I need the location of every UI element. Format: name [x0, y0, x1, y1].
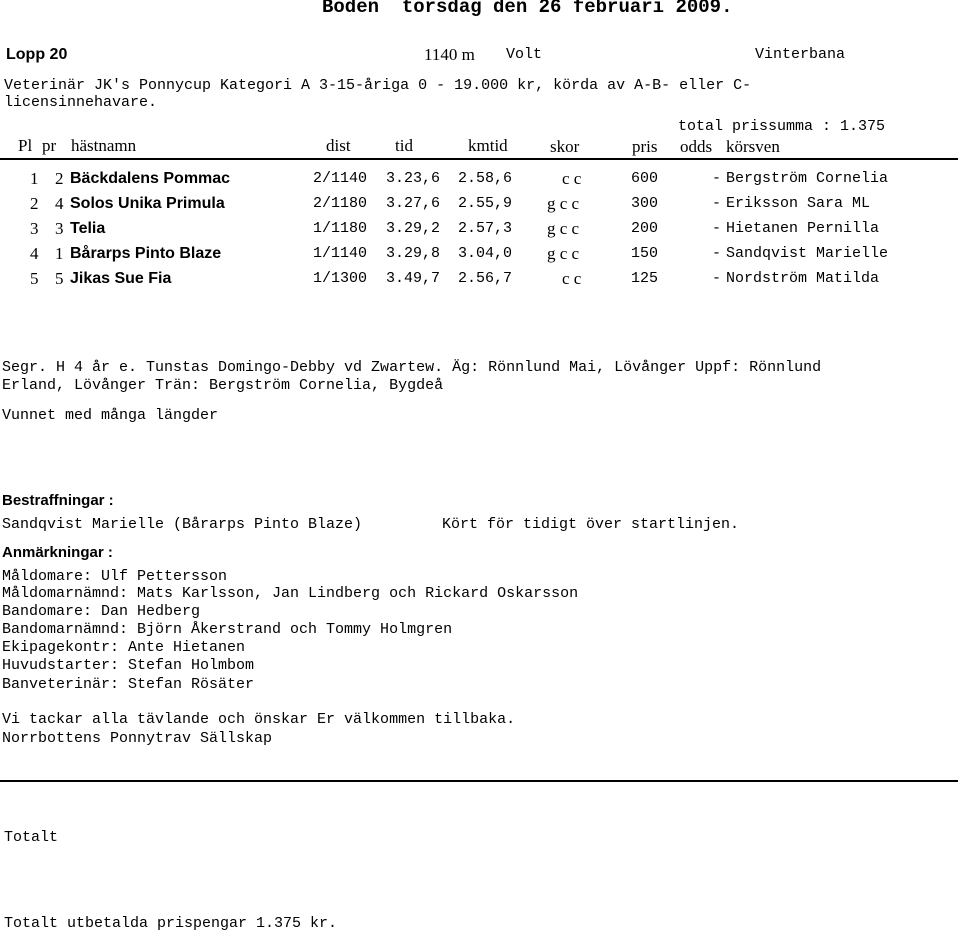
- row-kmtid: 2.55,9: [458, 195, 513, 212]
- col-korsven: körsven: [726, 137, 780, 156]
- page-title: Boden torsdag den 26 februari 2009.: [322, 0, 733, 18]
- row-pr: 3: [55, 219, 64, 238]
- row-kmtid: 2.58,6: [458, 170, 513, 187]
- remark-line: Bandomare: Dan Hedberg: [2, 603, 201, 620]
- row-pr: 1: [55, 244, 64, 263]
- row-horse-name: Bäckdalens Pommac: [70, 170, 231, 187]
- penalty-entry: Sandqvist Marielle (Bårarps Pinto Blaze): [2, 516, 363, 533]
- organizer: Norrbottens Ponnytrav Sällskap: [2, 730, 273, 747]
- remark-line: Bandomarnämnd: Björn Åkerstrand och Tommy Holmgren: [2, 621, 453, 638]
- row-skor: g c c: [547, 194, 580, 213]
- winner-pedigree-line2: Erland, Lövånger Trän: Bergström Cornelia, Bygdeå: [2, 377, 444, 394]
- row-driver: Sandqvist Marielle: [726, 245, 889, 262]
- penalties-heading: Bestraffningar :: [2, 492, 114, 509]
- col-dist: dist: [326, 136, 351, 155]
- row-pl: 4: [30, 244, 39, 263]
- row-odds: -: [712, 220, 722, 237]
- col-pr: pr: [42, 136, 57, 155]
- closing-thanks: Vi tackar alla tävlande och önskar Er välkommen tillbaka.: [2, 711, 516, 728]
- winning-margin: Vunnet med många längder: [2, 407, 219, 424]
- footer-divider: [0, 780, 958, 782]
- row-driver: Nordström Matilda: [726, 270, 880, 287]
- row-pris: 150: [631, 245, 659, 262]
- row-kmtid: 2.56,7: [458, 270, 513, 287]
- col-pris: pris: [632, 137, 658, 156]
- race-description-line1: Veterinär JK's Ponnycup Kategori A 3-15-åriga 0 - 19.000 kr, körda av A-B- eller C-: [4, 77, 752, 94]
- row-driver: Bergström Cornelia: [726, 170, 889, 187]
- remarks-heading: Anmärkningar :: [2, 544, 113, 561]
- row-skor: c c: [562, 169, 582, 188]
- row-odds: -: [712, 270, 722, 287]
- row-pl: 3: [30, 219, 39, 238]
- col-kmtid: kmtid: [468, 136, 508, 155]
- row-odds: -: [712, 195, 722, 212]
- col-pl: Pl: [18, 136, 33, 155]
- row-pr: 5: [55, 269, 64, 288]
- col-odds: odds: [680, 137, 713, 156]
- track-condition: Vinterbana: [755, 46, 846, 63]
- row-tid: 3.29,2: [386, 220, 441, 237]
- race-type: Volt: [506, 46, 543, 63]
- row-pl: 1: [30, 169, 39, 188]
- remark-line: Huvudstarter: Stefan Holmbom: [2, 657, 255, 674]
- row-horse-name: Jikas Sue Fia: [70, 270, 172, 287]
- row-tid: 3.23,6: [386, 170, 441, 187]
- row-dist: 1/1180: [313, 220, 368, 237]
- row-tid: 3.49,7: [386, 270, 441, 287]
- col-hastnamn: hästnamn: [71, 136, 137, 155]
- row-horse-name: Bårarps Pinto Blaze: [70, 245, 222, 262]
- row-pris: 200: [631, 220, 659, 237]
- row-pr: 2: [55, 169, 64, 188]
- row-kmtid: 3.04,0: [458, 245, 513, 262]
- total-payout: Totalt utbetalda prispengar 1.375 kr.: [4, 915, 338, 932]
- totals-label: Totalt: [4, 829, 59, 846]
- row-pl: 2: [30, 194, 39, 213]
- remark-line: Måldomare: Ulf Pettersson: [2, 568, 228, 585]
- row-pris: 300: [631, 195, 659, 212]
- row-pris: 125: [631, 270, 659, 287]
- row-dist: 2/1180: [313, 195, 368, 212]
- remark-line: Banveterinär: Stefan Rösäter: [2, 676, 255, 693]
- race-description-line2: licensinnehavare.: [4, 94, 158, 111]
- row-skor: g c c: [547, 219, 580, 238]
- row-tid: 3.27,6: [386, 195, 441, 212]
- row-pris: 600: [631, 170, 659, 187]
- row-kmtid: 2.57,3: [458, 220, 513, 237]
- race-distance: 1140 m: [424, 45, 475, 64]
- row-dist: 1/1140: [313, 245, 368, 262]
- winner-pedigree-line1: Segr. H 4 år e. Tunstas Domingo-Debby vd Zwartew. Äg: Rönnlund Mai, Lövånger Uppf: Rönnlund: [2, 359, 822, 376]
- row-odds: -: [712, 170, 722, 187]
- row-dist: 1/1300: [313, 270, 368, 287]
- row-horse-name: Solos Unika Primula: [70, 195, 225, 212]
- row-odds: -: [712, 245, 722, 262]
- col-skor: skor: [550, 137, 580, 156]
- remark-line: Måldomarnämnd: Mats Karlsson, Jan Lindberg och Rickard Oskarsson: [2, 585, 579, 602]
- row-skor: c c: [562, 269, 582, 288]
- total-prize: total prissumma : 1.375: [678, 118, 886, 135]
- row-horse-name: Telia: [70, 220, 106, 237]
- row-pr: 4: [55, 194, 64, 213]
- remark-line: Ekipagekontr: Ante Hietanen: [2, 639, 246, 656]
- row-driver: Hietanen Pernilla: [726, 220, 880, 237]
- row-skor: g c c: [547, 244, 580, 263]
- race-number: Lopp 20: [6, 46, 68, 63]
- col-tid: tid: [395, 136, 413, 155]
- header-divider: [0, 158, 958, 160]
- penalty-reason: Kört för tidigt över startlinjen.: [442, 516, 740, 533]
- row-dist: 2/1140: [313, 170, 368, 187]
- row-driver: Eriksson Sara ML: [726, 195, 871, 212]
- row-tid: 3.29,8: [386, 245, 441, 262]
- row-pl: 5: [30, 269, 39, 288]
